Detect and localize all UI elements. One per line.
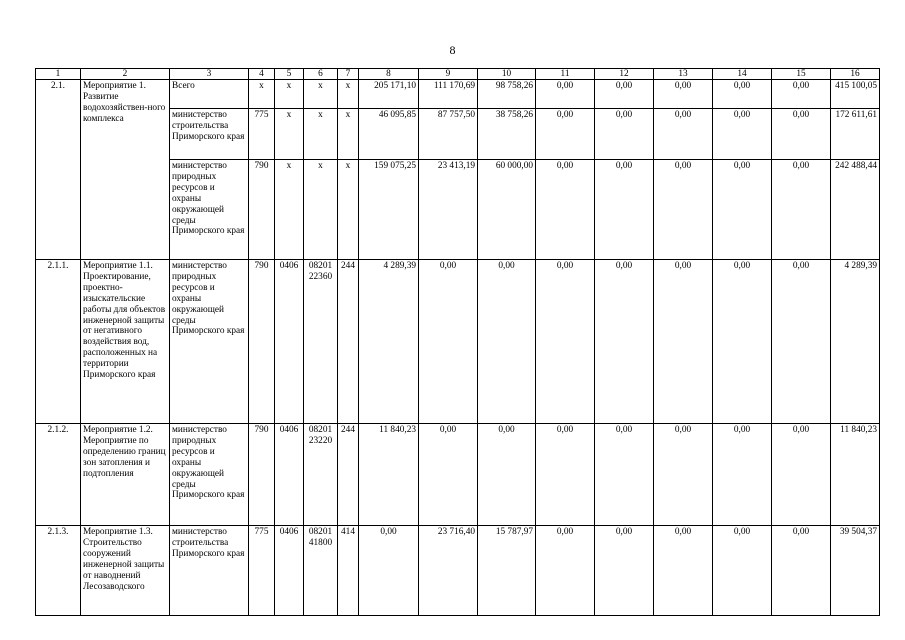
measure-name: Мероприятие 1.3. Строительство сооружений инженерной защиты от наводнений Лесозаводского — [81, 526, 170, 616]
column-header: 14 — [713, 69, 772, 80]
code-cell: 08201 41800 — [304, 526, 338, 616]
amount-cell: 0,00 — [595, 160, 654, 260]
code-cell: 0406 — [275, 526, 304, 616]
amount-cell: 0,00 — [772, 260, 831, 424]
code-cell: 0406 — [275, 424, 304, 526]
total-cell: 39 504,37 — [831, 526, 880, 616]
amount-cell: 38 758,26 — [478, 109, 536, 160]
amount-cell: 0,00 — [654, 160, 713, 260]
column-header: 7 — [338, 69, 359, 80]
amount-cell: 0,00 — [595, 80, 654, 109]
executor: министерство природных ресурсов и охраны окружающей среды Приморского края — [170, 424, 249, 526]
amount-cell: 0,00 — [772, 109, 831, 160]
column-number-row — [36, 69, 880, 80]
executor: министерство строительства Приморского края — [170, 526, 249, 616]
column-header: 15 — [772, 69, 831, 80]
amount-cell: 0,00 — [772, 160, 831, 260]
column-header: 3 — [170, 69, 249, 80]
column-header: 9 — [419, 69, 478, 80]
amount-cell: 111 170,69 — [419, 80, 478, 109]
total-cell: 11 840,23 — [831, 424, 880, 526]
measure-name: Мероприятие 1. Развитие водохозяйствен-ного комплекса — [81, 80, 170, 260]
measure-name: Мероприятие 1.1. Проектирование, проектно-изыскательские работы для объектов инженерной защиты от негативного воздействия вод, расположенных на территории Приморского края — [81, 260, 170, 424]
amount-cell: 46 095,85 — [359, 109, 419, 160]
column-header: 16 — [831, 69, 880, 80]
total-cell: 4 289,39 — [831, 260, 880, 424]
code-cell: x — [275, 160, 304, 260]
code-cell: x — [249, 80, 275, 109]
column-header: 8 — [359, 69, 419, 80]
total-cell: 415 100,05 — [831, 80, 880, 109]
column-header: 2 — [81, 69, 170, 80]
amount-cell: 0,00 — [536, 424, 595, 526]
code-cell: x — [275, 80, 304, 109]
amount-cell: 0,00 — [654, 260, 713, 424]
amount-cell: 0,00 — [536, 526, 595, 616]
amount-cell: 98 758,26 — [478, 80, 536, 109]
column-header: 12 — [595, 69, 654, 80]
amount-cell: 0,00 — [713, 526, 772, 616]
budget-table — [35, 68, 880, 616]
code-cell: 08201 23220 — [304, 424, 338, 526]
amount-cell: 0,00 — [772, 80, 831, 109]
executor: министерство строительства Приморского края — [170, 109, 249, 160]
column-header: 4 — [249, 69, 275, 80]
table-row — [36, 80, 880, 109]
amount-cell: 0,00 — [772, 526, 831, 616]
amount-cell: 87 757,50 — [419, 109, 478, 160]
amount-cell: 0,00 — [478, 260, 536, 424]
code-cell: 775 — [249, 109, 275, 160]
code-cell: 790 — [249, 260, 275, 424]
executor: министерство природных ресурсов и охраны окружающей среды Приморского края — [170, 260, 249, 424]
column-header: 11 — [536, 69, 595, 80]
column-header: 6 — [304, 69, 338, 80]
executor: Всего — [170, 80, 249, 109]
amount-cell: 0,00 — [536, 260, 595, 424]
column-header: 10 — [478, 69, 536, 80]
code-cell: x — [338, 109, 359, 160]
amount-cell: 0,00 — [419, 424, 478, 526]
amount-cell: 60 000,00 — [478, 160, 536, 260]
amount-cell: 0,00 — [654, 424, 713, 526]
amount-cell: 0,00 — [359, 526, 419, 616]
code-cell: x — [338, 80, 359, 109]
table-row — [36, 260, 880, 424]
amount-cell: 0,00 — [654, 526, 713, 616]
amount-cell: 0,00 — [713, 80, 772, 109]
amount-cell: 11 840,23 — [359, 424, 419, 526]
page-number: 8 — [449, 43, 456, 57]
amount-cell: 0,00 — [713, 424, 772, 526]
column-header: 5 — [275, 69, 304, 80]
amount-cell: 0,00 — [478, 424, 536, 526]
executor: министерство природных ресурсов и охраны окружающей среды Приморского края — [170, 160, 249, 260]
amount-cell: 0,00 — [595, 526, 654, 616]
item-number: 2.1.3. — [36, 526, 81, 616]
amount-cell: 0,00 — [536, 109, 595, 160]
amount-cell: 0,00 — [419, 260, 478, 424]
amount-cell: 0,00 — [654, 80, 713, 109]
total-cell: 242 488,44 — [831, 160, 880, 260]
amount-cell: 0,00 — [536, 80, 595, 109]
item-number: 2.1.2. — [36, 424, 81, 526]
code-cell: x — [304, 160, 338, 260]
code-cell: 244 — [338, 260, 359, 424]
measure-name: Мероприятие 1.2. Мероприятие по определению границ зон затопления и подтопления — [81, 424, 170, 526]
table-row — [36, 424, 880, 526]
total-cell: 172 611,61 — [831, 109, 880, 160]
amount-cell: 4 289,39 — [359, 260, 419, 424]
code-cell: 0406 — [275, 260, 304, 424]
amount-cell: 0,00 — [713, 109, 772, 160]
amount-cell: 0,00 — [595, 424, 654, 526]
code-cell: 414 — [338, 526, 359, 616]
code-cell: x — [338, 160, 359, 260]
column-header: 1 — [36, 69, 81, 80]
amount-cell: 205 171,10 — [359, 80, 419, 109]
column-header: 13 — [654, 69, 713, 80]
amount-cell: 23 413,19 — [419, 160, 478, 260]
amount-cell: 0,00 — [654, 109, 713, 160]
code-cell: 775 — [249, 526, 275, 616]
amount-cell: 23 716,40 — [419, 526, 478, 616]
amount-cell: 0,00 — [772, 424, 831, 526]
amount-cell: 0,00 — [713, 160, 772, 260]
amount-cell: 0,00 — [713, 260, 772, 424]
item-number: 2.1.1. — [36, 260, 81, 424]
amount-cell: 15 787,97 — [478, 526, 536, 616]
code-cell: x — [304, 109, 338, 160]
code-cell: 244 — [338, 424, 359, 526]
code-cell: 08201 22360 — [304, 260, 338, 424]
amount-cell: 159 075,25 — [359, 160, 419, 260]
code-cell: 790 — [249, 160, 275, 260]
code-cell: x — [275, 109, 304, 160]
item-number: 2.1. — [36, 80, 81, 260]
table-row — [36, 526, 880, 616]
amount-cell: 0,00 — [536, 160, 595, 260]
amount-cell: 0,00 — [595, 109, 654, 160]
code-cell: 790 — [249, 424, 275, 526]
amount-cell: 0,00 — [595, 260, 654, 424]
code-cell: x — [304, 80, 338, 109]
